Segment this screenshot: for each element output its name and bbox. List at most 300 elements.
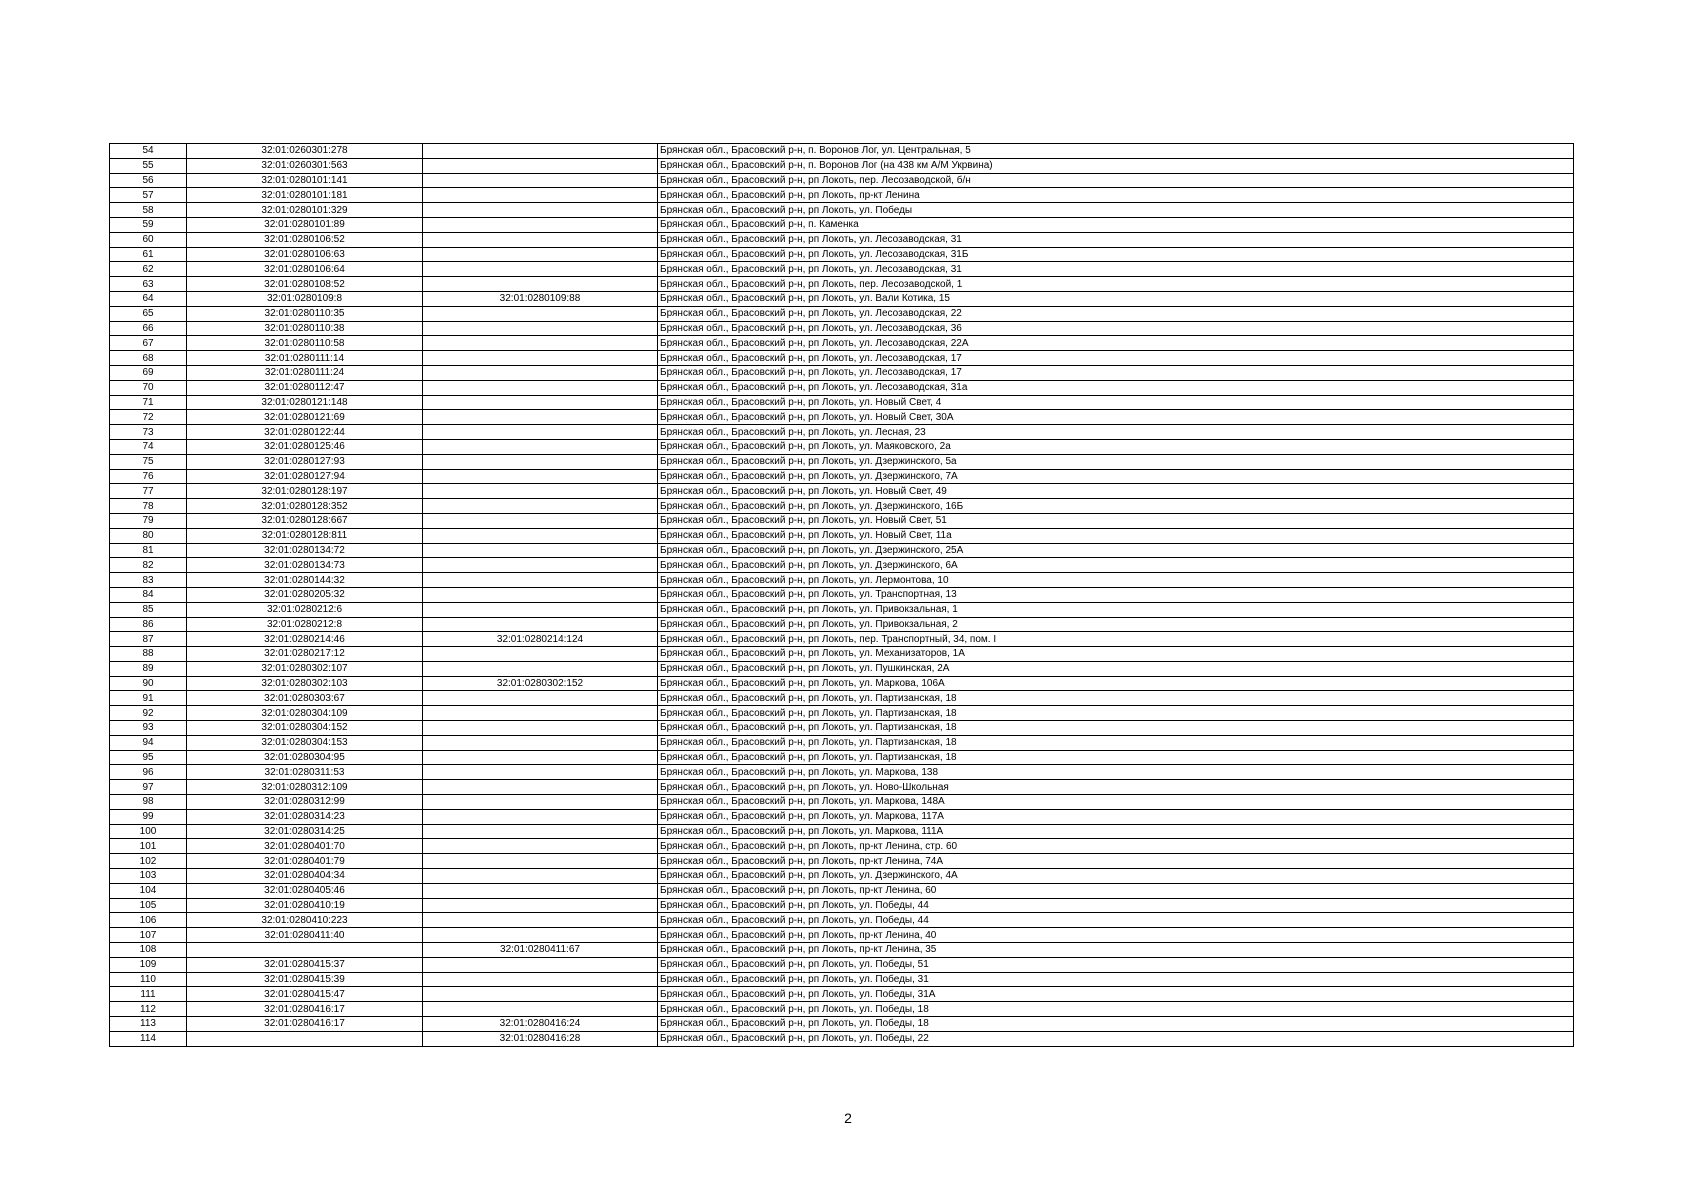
- row-number-cell: 101: [110, 839, 187, 854]
- row-number-cell: 56: [110, 173, 187, 188]
- address-cell: Брянская обл., Брасовский р-н, рп Локоть, ул. Новый Свет, 49: [658, 484, 1574, 499]
- linked-cadastral-number-cell: [423, 158, 658, 173]
- row-number-cell: 60: [110, 232, 187, 247]
- cadastral-number-cell: 32:01:0260301:278: [187, 144, 423, 159]
- cadastral-number-cell: 32:01:0280128:197: [187, 484, 423, 499]
- address-cell: Брянская обл., Брасовский р-н, рп Локоть, ул. Дзержинского, 25А: [658, 543, 1574, 558]
- address-cell: Брянская обл., Брасовский р-н, рп Локоть, ул. Новый Свет, 30А: [658, 410, 1574, 425]
- table-row: [110, 795, 1574, 810]
- cadastral-number-cell: 32:01:0280111:24: [187, 365, 423, 380]
- address-cell: Брянская обл., Брасовский р-н, рп Локоть, ул. Лесозаводская, 31: [658, 262, 1574, 277]
- table-row: [110, 957, 1574, 972]
- row-number-cell: 104: [110, 883, 187, 898]
- linked-cadastral-number-cell: [423, 513, 658, 528]
- address-cell: Брянская обл., Брасовский р-н, рп Локоть, ул. Партизанская, 18: [658, 750, 1574, 765]
- cadastral-number-cell: 32:01:0280121:148: [187, 395, 423, 410]
- address-cell: Брянская обл., Брасовский р-н, п. Каменка: [658, 217, 1574, 232]
- row-number-cell: 108: [110, 943, 187, 958]
- address-cell: Брянская обл., Брасовский р-н, рп Локоть, ул. Победы, 31А: [658, 987, 1574, 1002]
- linked-cadastral-number-cell: [423, 306, 658, 321]
- table-row: [110, 573, 1574, 588]
- cadastral-number-cell: 32:01:0280303:67: [187, 691, 423, 706]
- address-cell: Брянская обл., Брасовский р-н, рп Локоть, ул. Привокзальная, 1: [658, 602, 1574, 617]
- cadastral-number-cell: 32:01:0280112:47: [187, 380, 423, 395]
- cadastral-number-cell: 32:01:0280416:17: [187, 1017, 423, 1032]
- row-number-cell: 109: [110, 957, 187, 972]
- row-number-cell: 82: [110, 558, 187, 573]
- cadastral-number-cell: 32:01:0280128:352: [187, 499, 423, 514]
- address-cell: Брянская обл., Брасовский р-н, рп Локоть, ул. Маяковского, 2а: [658, 439, 1574, 454]
- table-row: [110, 632, 1574, 647]
- linked-cadastral-number-cell: [423, 277, 658, 292]
- table-row: [110, 528, 1574, 543]
- row-number-cell: 112: [110, 1002, 187, 1017]
- linked-cadastral-number-cell: [423, 395, 658, 410]
- linked-cadastral-number-cell: [423, 883, 658, 898]
- table-row: [110, 602, 1574, 617]
- row-number-cell: 74: [110, 439, 187, 454]
- cadastral-number-cell: 32:01:0280101:181: [187, 188, 423, 203]
- cadastral-number-cell: 32:01:0280144:32: [187, 573, 423, 588]
- linked-cadastral-number-cell: 32:01:0280302:152: [423, 676, 658, 691]
- linked-cadastral-number-cell: [423, 972, 658, 987]
- address-cell: Брянская обл., Брасовский р-н, рп Локоть, ул. Партизанская, 18: [658, 721, 1574, 736]
- linked-cadastral-number-cell: [423, 647, 658, 662]
- row-number-cell: 66: [110, 321, 187, 336]
- address-cell: Брянская обл., Брасовский р-н, рп Локоть, пр-кт Ленина, 60: [658, 883, 1574, 898]
- table-row: [110, 499, 1574, 514]
- address-cell: Брянская обл., Брасовский р-н, рп Локоть, ул. Механизаторов, 1А: [658, 647, 1574, 662]
- cadastral-number-cell: 32:01:0280304:95: [187, 750, 423, 765]
- linked-cadastral-number-cell: [423, 602, 658, 617]
- cadastral-number-cell: 32:01:0280128:811: [187, 528, 423, 543]
- cadastral-number-cell: 32:01:0280110:35: [187, 306, 423, 321]
- cadastral-number-cell: 32:01:0280106:64: [187, 262, 423, 277]
- address-cell: Брянская обл., Брасовский р-н, рп Локоть, ул. Победы: [658, 203, 1574, 218]
- row-number-cell: 96: [110, 765, 187, 780]
- table-row: [110, 365, 1574, 380]
- address-cell: Брянская обл., Брасовский р-н, рп Локоть, ул. Лесозаводская, 31Б: [658, 247, 1574, 262]
- row-number-cell: 81: [110, 543, 187, 558]
- row-number-cell: 93: [110, 721, 187, 736]
- table-row: [110, 765, 1574, 780]
- table-body: [110, 144, 1574, 1047]
- table-row: [110, 587, 1574, 602]
- row-number-cell: 103: [110, 869, 187, 884]
- row-number-cell: 69: [110, 365, 187, 380]
- cadastral-number-cell: 32:01:0280134:72: [187, 543, 423, 558]
- row-number-cell: 113: [110, 1017, 187, 1032]
- table-row: [110, 439, 1574, 454]
- linked-cadastral-number-cell: [423, 484, 658, 499]
- cadastral-number-cell: 32:01:0280304:109: [187, 706, 423, 721]
- cadastral-number-cell: 32:01:0280411:40: [187, 928, 423, 943]
- address-cell: Брянская обл., Брасовский р-н, рп Локоть, ул. Привокзальная, 2: [658, 617, 1574, 632]
- cadastral-number-cell: 32:01:0280205:32: [187, 587, 423, 602]
- row-number-cell: 102: [110, 854, 187, 869]
- linked-cadastral-number-cell: [423, 499, 658, 514]
- cadastral-number-cell: 32:01:0280101:141: [187, 173, 423, 188]
- address-cell: Брянская обл., Брасовский р-н, рп Локоть, ул. Маркова, 111А: [658, 824, 1574, 839]
- row-number-cell: 76: [110, 469, 187, 484]
- row-number-cell: 90: [110, 676, 187, 691]
- linked-cadastral-number-cell: [423, 780, 658, 795]
- cadastral-number-cell: 32:01:0280122:44: [187, 425, 423, 440]
- table-row: [110, 558, 1574, 573]
- address-cell: Брянская обл., Брасовский р-н, рп Локоть, пр-кт Ленина: [658, 188, 1574, 203]
- linked-cadastral-number-cell: [423, 144, 658, 159]
- table-row: [110, 854, 1574, 869]
- table-row: [110, 336, 1574, 351]
- cadastral-number-cell: 32:01:0280125:46: [187, 439, 423, 454]
- linked-cadastral-number-cell: [423, 869, 658, 884]
- linked-cadastral-number-cell: [423, 351, 658, 366]
- table-row: [110, 513, 1574, 528]
- address-cell: Брянская обл., Брасовский р-н, рп Локоть, пр-кт Ленина, 40: [658, 928, 1574, 943]
- table-row: [110, 750, 1574, 765]
- linked-cadastral-number-cell: [423, 957, 658, 972]
- address-cell: Брянская обл., Брасовский р-н, рп Локоть, ул. Лесозаводская, 22: [658, 306, 1574, 321]
- table-row: [110, 1002, 1574, 1017]
- address-cell: Брянская обл., Брасовский р-н, рп Локоть, ул. Дзержинского, 7А: [658, 469, 1574, 484]
- table-row: [110, 321, 1574, 336]
- linked-cadastral-number-cell: [423, 262, 658, 277]
- row-number-cell: 72: [110, 410, 187, 425]
- row-number-cell: 55: [110, 158, 187, 173]
- linked-cadastral-number-cell: [423, 706, 658, 721]
- address-cell: Брянская обл., Брасовский р-н, рп Локоть, ул. Ново-Школьная: [658, 780, 1574, 795]
- cadastral-number-cell: 32:01:0280304:153: [187, 735, 423, 750]
- row-number-cell: 85: [110, 602, 187, 617]
- linked-cadastral-number-cell: [423, 203, 658, 218]
- row-number-cell: 83: [110, 573, 187, 588]
- linked-cadastral-number-cell: [423, 587, 658, 602]
- row-number-cell: 73: [110, 425, 187, 440]
- address-cell: Брянская обл., Брасовский р-н, рп Локоть, ул. Победы, 51: [658, 957, 1574, 972]
- table-row: [110, 661, 1574, 676]
- address-cell: Брянская обл., Брасовский р-н, рп Локоть, ул. Дзержинского, 16Б: [658, 499, 1574, 514]
- table-row: [110, 262, 1574, 277]
- cadastral-number-cell: 32:01:0280311:53: [187, 765, 423, 780]
- cadastral-number-cell: 32:01:0280415:37: [187, 957, 423, 972]
- cadastral-number-cell: 32:01:0280314:23: [187, 809, 423, 824]
- table-row: [110, 425, 1574, 440]
- address-cell: Брянская обл., Брасовский р-н, рп Локоть, пр-кт Ленина, 74А: [658, 854, 1574, 869]
- table-row: [110, 617, 1574, 632]
- table-row: [110, 158, 1574, 173]
- address-cell: Брянская обл., Брасовский р-н, рп Локоть, ул. Лесозаводская, 17: [658, 365, 1574, 380]
- cadastral-number-cell: 32:01:0280212:6: [187, 602, 423, 617]
- row-number-cell: 98: [110, 795, 187, 810]
- address-cell: Брянская обл., Брасовский р-н, рп Локоть, ул. Новый Свет, 11а: [658, 528, 1574, 543]
- cadastral-number-cell: 32:01:0280111:14: [187, 351, 423, 366]
- table-row: [110, 306, 1574, 321]
- linked-cadastral-number-cell: [423, 661, 658, 676]
- table-row: [110, 291, 1574, 306]
- row-number-cell: 94: [110, 735, 187, 750]
- table-row: [110, 1017, 1574, 1032]
- linked-cadastral-number-cell: 32:01:0280411:67: [423, 943, 658, 958]
- linked-cadastral-number-cell: [423, 380, 658, 395]
- row-number-cell: 78: [110, 499, 187, 514]
- address-cell: Брянская обл., Брасовский р-н, рп Локоть, ул. Новый Свет, 4: [658, 395, 1574, 410]
- row-number-cell: 84: [110, 587, 187, 602]
- row-number-cell: 70: [110, 380, 187, 395]
- table-row: [110, 943, 1574, 958]
- cadastral-number-cell: 32:01:0280416:17: [187, 1002, 423, 1017]
- linked-cadastral-number-cell: [423, 247, 658, 262]
- table-row: [110, 647, 1574, 662]
- cadastral-number-cell: 32:01:0280109:8: [187, 291, 423, 306]
- table-row: [110, 454, 1574, 469]
- table-row: [110, 277, 1574, 292]
- address-cell: Брянская обл., Брасовский р-н, рп Локоть, ул. Транспортная, 13: [658, 587, 1574, 602]
- table-row: [110, 869, 1574, 884]
- linked-cadastral-number-cell: [423, 439, 658, 454]
- linked-cadastral-number-cell: [423, 735, 658, 750]
- table-row: [110, 691, 1574, 706]
- row-number-cell: 86: [110, 617, 187, 632]
- row-number-cell: 75: [110, 454, 187, 469]
- linked-cadastral-number-cell: [423, 854, 658, 869]
- row-number-cell: 92: [110, 706, 187, 721]
- cadastral-number-cell: 32:01:0280410:19: [187, 898, 423, 913]
- address-cell: Брянская обл., Брасовский р-н, рп Локоть, ул. Партизанская, 18: [658, 691, 1574, 706]
- address-cell: Брянская обл., Брасовский р-н, рп Локоть, ул. Маркова, 117А: [658, 809, 1574, 824]
- linked-cadastral-number-cell: [423, 558, 658, 573]
- address-cell: Брянская обл., Брасовский р-н, рп Локоть, пер. Лесозаводской, б/н: [658, 173, 1574, 188]
- linked-cadastral-number-cell: [423, 454, 658, 469]
- linked-cadastral-number-cell: [423, 824, 658, 839]
- address-cell: Брянская обл., Брасовский р-н, рп Локоть, ул. Лесозаводская, 22А: [658, 336, 1574, 351]
- table-row: [110, 987, 1574, 1002]
- table-row: [110, 395, 1574, 410]
- row-number-cell: 68: [110, 351, 187, 366]
- linked-cadastral-number-cell: [423, 795, 658, 810]
- row-number-cell: 99: [110, 809, 187, 824]
- row-number-cell: 91: [110, 691, 187, 706]
- cadastral-number-cell: 32:01:0280405:46: [187, 883, 423, 898]
- address-cell: Брянская обл., Брасовский р-н, рп Локоть, ул. Лесозаводская, 36: [658, 321, 1574, 336]
- cadastral-number-cell: 32:01:0280127:94: [187, 469, 423, 484]
- linked-cadastral-number-cell: [423, 469, 658, 484]
- table-row: [110, 883, 1574, 898]
- cadastral-number-cell: 32:01:0280312:109: [187, 780, 423, 795]
- table-row: [110, 839, 1574, 854]
- address-cell: Брянская обл., Брасовский р-н, рп Локоть, ул. Вали Котика, 15: [658, 291, 1574, 306]
- linked-cadastral-number-cell: 32:01:0280416:24: [423, 1017, 658, 1032]
- cadastral-number-cell: 32:01:0280415:39: [187, 972, 423, 987]
- row-number-cell: 57: [110, 188, 187, 203]
- table-row: [110, 217, 1574, 232]
- linked-cadastral-number-cell: [423, 750, 658, 765]
- cadastral-number-cell: 32:01:0260301:563: [187, 158, 423, 173]
- row-number-cell: 110: [110, 972, 187, 987]
- table-row: [110, 780, 1574, 795]
- table-row: [110, 1031, 1574, 1046]
- cadastral-number-cell: 32:01:0280401:70: [187, 839, 423, 854]
- linked-cadastral-number-cell: [423, 1002, 658, 1017]
- cadastral-number-cell: 32:01:0280404:34: [187, 869, 423, 884]
- linked-cadastral-number-cell: [423, 839, 658, 854]
- cadastral-number-cell: 32:01:0280127:93: [187, 454, 423, 469]
- linked-cadastral-number-cell: [423, 425, 658, 440]
- row-number-cell: 95: [110, 750, 187, 765]
- row-number-cell: 114: [110, 1031, 187, 1046]
- linked-cadastral-number-cell: 32:01:0280416:28: [423, 1031, 658, 1046]
- cadastral-number-cell: 32:01:0280108:52: [187, 277, 423, 292]
- address-cell: Брянская обл., Брасовский р-н, рп Локоть, пер. Лесозаводской, 1: [658, 277, 1574, 292]
- address-cell: Брянская обл., Брасовский р-н, рп Локоть, ул. Дзержинского, 4А: [658, 869, 1574, 884]
- row-number-cell: 61: [110, 247, 187, 262]
- row-number-cell: 107: [110, 928, 187, 943]
- cadastral-number-cell: 32:01:0280312:99: [187, 795, 423, 810]
- address-cell: Брянская обл., Брасовский р-н, рп Локоть, ул. Победы, 44: [658, 898, 1574, 913]
- address-cell: Брянская обл., Брасовский р-н, рп Локоть, ул. Маркова, 106А: [658, 676, 1574, 691]
- linked-cadastral-number-cell: [423, 691, 658, 706]
- linked-cadastral-number-cell: [423, 928, 658, 943]
- linked-cadastral-number-cell: [423, 573, 658, 588]
- cadastral-number-cell: 32:01:0280101:329: [187, 203, 423, 218]
- address-cell: Брянская обл., Брасовский р-н, рп Локоть, ул. Лесозаводская, 31: [658, 232, 1574, 247]
- cadastral-number-cell: 32:01:0280302:103: [187, 676, 423, 691]
- linked-cadastral-number-cell: [423, 410, 658, 425]
- linked-cadastral-number-cell: [423, 173, 658, 188]
- cadastral-number-cell: 32:01:0280214:46: [187, 632, 423, 647]
- table-row: [110, 232, 1574, 247]
- address-cell: Брянская обл., Брасовский р-н, рп Локоть, пер. Транспортный, 34, пом. I: [658, 632, 1574, 647]
- cadastral-number-cell: 32:01:0280110:58: [187, 336, 423, 351]
- table-row: [110, 676, 1574, 691]
- cadastral-number-cell: 32:01:0280212:8: [187, 617, 423, 632]
- address-cell: Брянская обл., Брасовский р-н, рп Локоть, ул. Дзержинского, 5а: [658, 454, 1574, 469]
- address-cell: Брянская обл., Брасовский р-н, рп Локоть, ул. Маркова, 148А: [658, 795, 1574, 810]
- linked-cadastral-number-cell: [423, 913, 658, 928]
- row-number-cell: 62: [110, 262, 187, 277]
- table-row: [110, 721, 1574, 736]
- linked-cadastral-number-cell: [423, 188, 658, 203]
- table-row: [110, 247, 1574, 262]
- table-row: [110, 188, 1574, 203]
- linked-cadastral-number-cell: [423, 217, 658, 232]
- table-row: [110, 824, 1574, 839]
- table-row: [110, 469, 1574, 484]
- table-row: [110, 380, 1574, 395]
- linked-cadastral-number-cell: [423, 336, 658, 351]
- address-cell: Брянская обл., Брасовский р-н, рп Локоть, ул. Победы, 18: [658, 1002, 1574, 1017]
- row-number-cell: 89: [110, 661, 187, 676]
- row-number-cell: 63: [110, 277, 187, 292]
- cadastral-number-cell: 32:01:0280304:152: [187, 721, 423, 736]
- address-cell: Брянская обл., Брасовский р-н, рп Локоть, ул. Маркова, 138: [658, 765, 1574, 780]
- cadastral-number-cell: 32:01:0280314:25: [187, 824, 423, 839]
- address-cell: Брянская обл., Брасовский р-н, п. Воронов Лог, ул. Центральная, 5: [658, 144, 1574, 159]
- row-number-cell: 58: [110, 203, 187, 218]
- table-row: [110, 735, 1574, 750]
- cadastral-number-cell: 32:01:0280106:63: [187, 247, 423, 262]
- row-number-cell: 54: [110, 144, 187, 159]
- table-row: [110, 706, 1574, 721]
- cadastral-number-cell: 32:01:0280101:89: [187, 217, 423, 232]
- linked-cadastral-number-cell: [423, 543, 658, 558]
- address-cell: Брянская обл., Брасовский р-н, рп Локоть, пр-кт Ленина, стр. 60: [658, 839, 1574, 854]
- address-cell: Брянская обл., Брасовский р-н, рп Локоть, ул. Победы, 18: [658, 1017, 1574, 1032]
- table-row: [110, 543, 1574, 558]
- cadastral-number-cell: 32:01:0280217:12: [187, 647, 423, 662]
- row-number-cell: 67: [110, 336, 187, 351]
- linked-cadastral-number-cell: [423, 765, 658, 780]
- row-number-cell: 64: [110, 291, 187, 306]
- address-cell: Брянская обл., Брасовский р-н, рп Локоть, ул. Лермонтова, 10: [658, 573, 1574, 588]
- row-number-cell: 87: [110, 632, 187, 647]
- cadastral-number-cell: 32:01:0280302:107: [187, 661, 423, 676]
- linked-cadastral-number-cell: [423, 721, 658, 736]
- address-cell: Брянская обл., Брасовский р-н, п. Воронов Лог (на 438 км А/М Укрвина): [658, 158, 1574, 173]
- address-cell: Брянская обл., Брасовский р-н, рп Локоть, ул. Партизанская, 18: [658, 706, 1574, 721]
- row-number-cell: 65: [110, 306, 187, 321]
- cadastral-number-cell: 32:01:0280106:52: [187, 232, 423, 247]
- cadastral-number-cell: 32:01:0280134:73: [187, 558, 423, 573]
- row-number-cell: 105: [110, 898, 187, 913]
- cadastral-number-cell: 32:01:0280415:47: [187, 987, 423, 1002]
- linked-cadastral-number-cell: 32:01:0280109:88: [423, 291, 658, 306]
- table-row: [110, 898, 1574, 913]
- cadastral-number-cell: 32:01:0280410:223: [187, 913, 423, 928]
- table-row: [110, 913, 1574, 928]
- cadastral-number-cell: 32:01:0280128:667: [187, 513, 423, 528]
- address-cell: Брянская обл., Брасовский р-н, рп Локоть, ул. Победы, 31: [658, 972, 1574, 987]
- table-row: [110, 351, 1574, 366]
- table-row: [110, 809, 1574, 824]
- linked-cadastral-number-cell: [423, 987, 658, 1002]
- row-number-cell: 59: [110, 217, 187, 232]
- linked-cadastral-number-cell: 32:01:0280214:124: [423, 632, 658, 647]
- cadastral-number-cell: 32:01:0280110:38: [187, 321, 423, 336]
- table-row: [110, 203, 1574, 218]
- address-cell: Брянская обл., Брасовский р-н, рп Локоть, ул. Дзержинского, 6А: [658, 558, 1574, 573]
- table-row: [110, 972, 1574, 987]
- row-number-cell: 77: [110, 484, 187, 499]
- property-register-table: [109, 143, 1574, 1047]
- table-row: [110, 484, 1574, 499]
- row-number-cell: 111: [110, 987, 187, 1002]
- address-cell: Брянская обл., Брасовский р-н, рп Локоть, ул. Партизанская, 18: [658, 735, 1574, 750]
- linked-cadastral-number-cell: [423, 898, 658, 913]
- address-cell: Брянская обл., Брасовский р-н, рп Локоть, ул. Победы, 22: [658, 1031, 1574, 1046]
- address-cell: Брянская обл., Брасовский р-н, рп Локоть, ул. Победы, 44: [658, 913, 1574, 928]
- row-number-cell: 71: [110, 395, 187, 410]
- address-cell: Брянская обл., Брасовский р-н, рп Локоть, ул. Лесная, 23: [658, 425, 1574, 440]
- address-cell: Брянская обл., Брасовский р-н, рп Локоть, ул. Лесозаводская, 17: [658, 351, 1574, 366]
- cadastral-number-cell: [187, 1031, 423, 1046]
- cadastral-number-cell: [187, 943, 423, 958]
- cadastral-number-cell: 32:01:0280401:79: [187, 854, 423, 869]
- linked-cadastral-number-cell: [423, 617, 658, 632]
- address-cell: Брянская обл., Брасовский р-н, рп Локоть, ул. Лесозаводская, 31а: [658, 380, 1574, 395]
- linked-cadastral-number-cell: [423, 365, 658, 380]
- linked-cadastral-number-cell: [423, 232, 658, 247]
- row-number-cell: 80: [110, 528, 187, 543]
- row-number-cell: 106: [110, 913, 187, 928]
- address-cell: Брянская обл., Брасовский р-н, рп Локоть, ул. Пушкинская, 2А: [658, 661, 1574, 676]
- linked-cadastral-number-cell: [423, 321, 658, 336]
- linked-cadastral-number-cell: [423, 809, 658, 824]
- linked-cadastral-number-cell: [423, 528, 658, 543]
- row-number-cell: 88: [110, 647, 187, 662]
- row-number-cell: 100: [110, 824, 187, 839]
- page-number: 2: [844, 1110, 852, 1126]
- address-cell: Брянская обл., Брасовский р-н, рп Локоть, пр-кт Ленина, 35: [658, 943, 1574, 958]
